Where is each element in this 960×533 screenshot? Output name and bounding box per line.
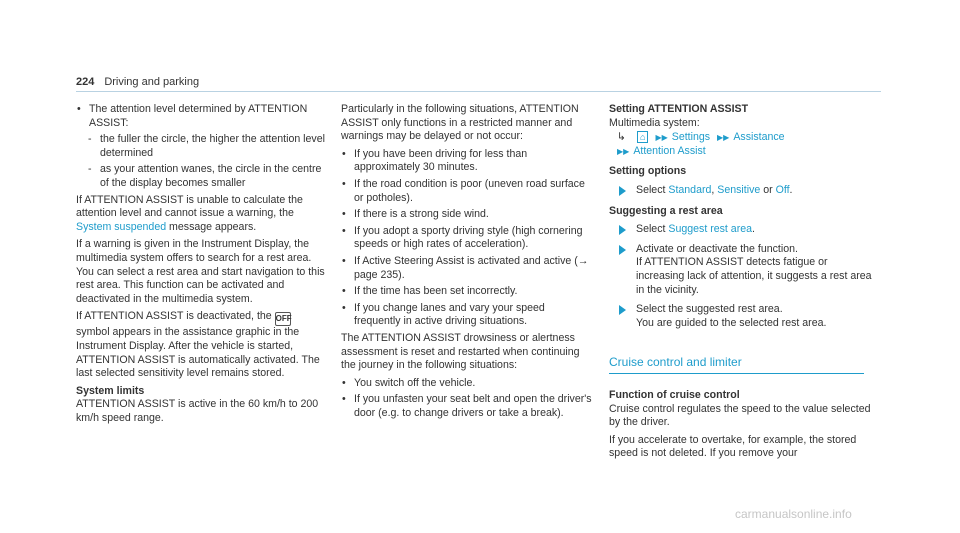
paragraph: If you accelerate to overtake, for example, the stored speed is not deleted. If you remove your [609,433,857,460]
paragraph: If a warning is given in the Instrument Display, the multimedia system offers to search for a rest area. You can select a rest area and start navigation to this rest area. This function can be activated and deactivated in the multimedia system. [76,238,325,305]
list-item: • If there is a strong side wind. [341,208,593,222]
column-right [609,103,877,465]
column-middle [341,103,593,423]
list-item: • If the time has been set incorrectly. [341,285,593,299]
chevron-right-icon: ▶▶ [617,146,630,156]
section-heading: Suggesting a rest area [609,204,723,217]
attention-off-icon: OFF [275,312,291,326]
menu-path [617,131,877,145]
paragraph: ATTENTION ASSIST is active in the 60 km/h to 200 km/h speed range. [76,398,319,424]
option-standard: Standard [668,183,712,196]
page-number: 224 [76,76,95,88]
paragraph: Cruise control regulates the speed to the value selected by the driver. [609,402,871,429]
chevron-right-icon: ▶▶ [655,133,668,143]
step-arrow-icon [619,186,626,196]
menu-attention-assist: Attention Assist [633,144,706,157]
multimedia-label: Multimedia system: [609,116,700,129]
list-item: - the fuller the circle, the higher the attention level determined [76,133,326,160]
paragraph: If ATTENTION ASSIST is deactivated, the OFF symbol appears in the assistance graphic in the Instrument Display. After the vehicle is started, ATTENTION ASSIST is automatically activated. The last selected sensitivity level remains stored. [76,310,320,380]
paragraph: Particularly in the following situations, ATTENTION ASSIST only functions in a restricted manner and warnings may be delayed or not occur: [341,103,579,143]
menu-settings: Settings [671,131,711,144]
list-item: • If you have been driving for less than approximately 30 minutes. [341,148,593,175]
list-item: • If the road condition is poor (uneven road surface or potholes). [341,178,593,205]
section-heading: System limits [76,384,145,397]
menu-path-continued [617,145,877,159]
paragraph: If ATTENTION ASSIST is unable to calculate the attention level and cannot issue a warning, the System suspended message appears. [76,193,303,233]
suggest-rest-area-option: Suggest rest area [668,223,753,236]
column-left [76,103,326,429]
enter-arrow-icon: ↳ [617,131,626,144]
instruction-step: Activate or deactivate the function. If ATTENTION ASSIST detects fatigue or increasing lack of attention, it suggests a rest area in the vicinity. [609,243,877,297]
list-item: • If you change lanes and vary your speed frequently in active driving situations. [341,302,593,329]
step-arrow-icon [619,305,626,315]
list-item: • The attention level determined by ATTENTION ASSIST: [76,103,326,130]
page-header [76,76,881,92]
step-arrow-icon [619,225,626,235]
section-heading: Setting ATTENTION ASSIST [609,103,749,115]
instruction-step: Select Standard, Sensitive or Off. [609,184,877,198]
option-off: Off [775,183,790,196]
paragraph: The ATTENTION ASSIST drowsiness or alertness assessment is reset and restarted when continuing the journey in the following situations: [341,331,580,372]
step-arrow-icon [619,245,626,255]
system-suspended-message: System suspended [76,220,167,233]
list-item: - as your attention wanes, the circle in the centre of the display becomes smaller [76,163,326,190]
section-heading: Function of cruise control [609,388,740,401]
list-item: • If you unfasten your seat belt and open the driver's door (e.g. to change drivers or take a break). [341,393,593,420]
option-sensitive: Sensitive [717,183,761,196]
section-title: Cruise control and limiter [609,356,864,374]
instruction-step: Select Suggest rest area. [609,223,877,237]
home-icon: ⌂ [637,131,648,143]
instruction-step: Select the suggested rest area. You are guided to the selected rest area. [609,303,877,330]
watermark: carmanualsonline.info [735,507,852,521]
list-item: • If you adopt a sporty driving style (high cornering speeds or high rates of acceleration). [341,225,593,252]
chapter-title: Driving and parking [104,76,200,88]
list-item: • You switch off the vehicle. [341,377,593,391]
list-item: • If Active Steering Assist is activated and active (→ page 235). [341,255,593,282]
chevron-right-icon: ▶▶ [717,133,730,143]
section-heading: Setting options [609,165,687,178]
menu-assistance: Assistance [733,131,785,144]
